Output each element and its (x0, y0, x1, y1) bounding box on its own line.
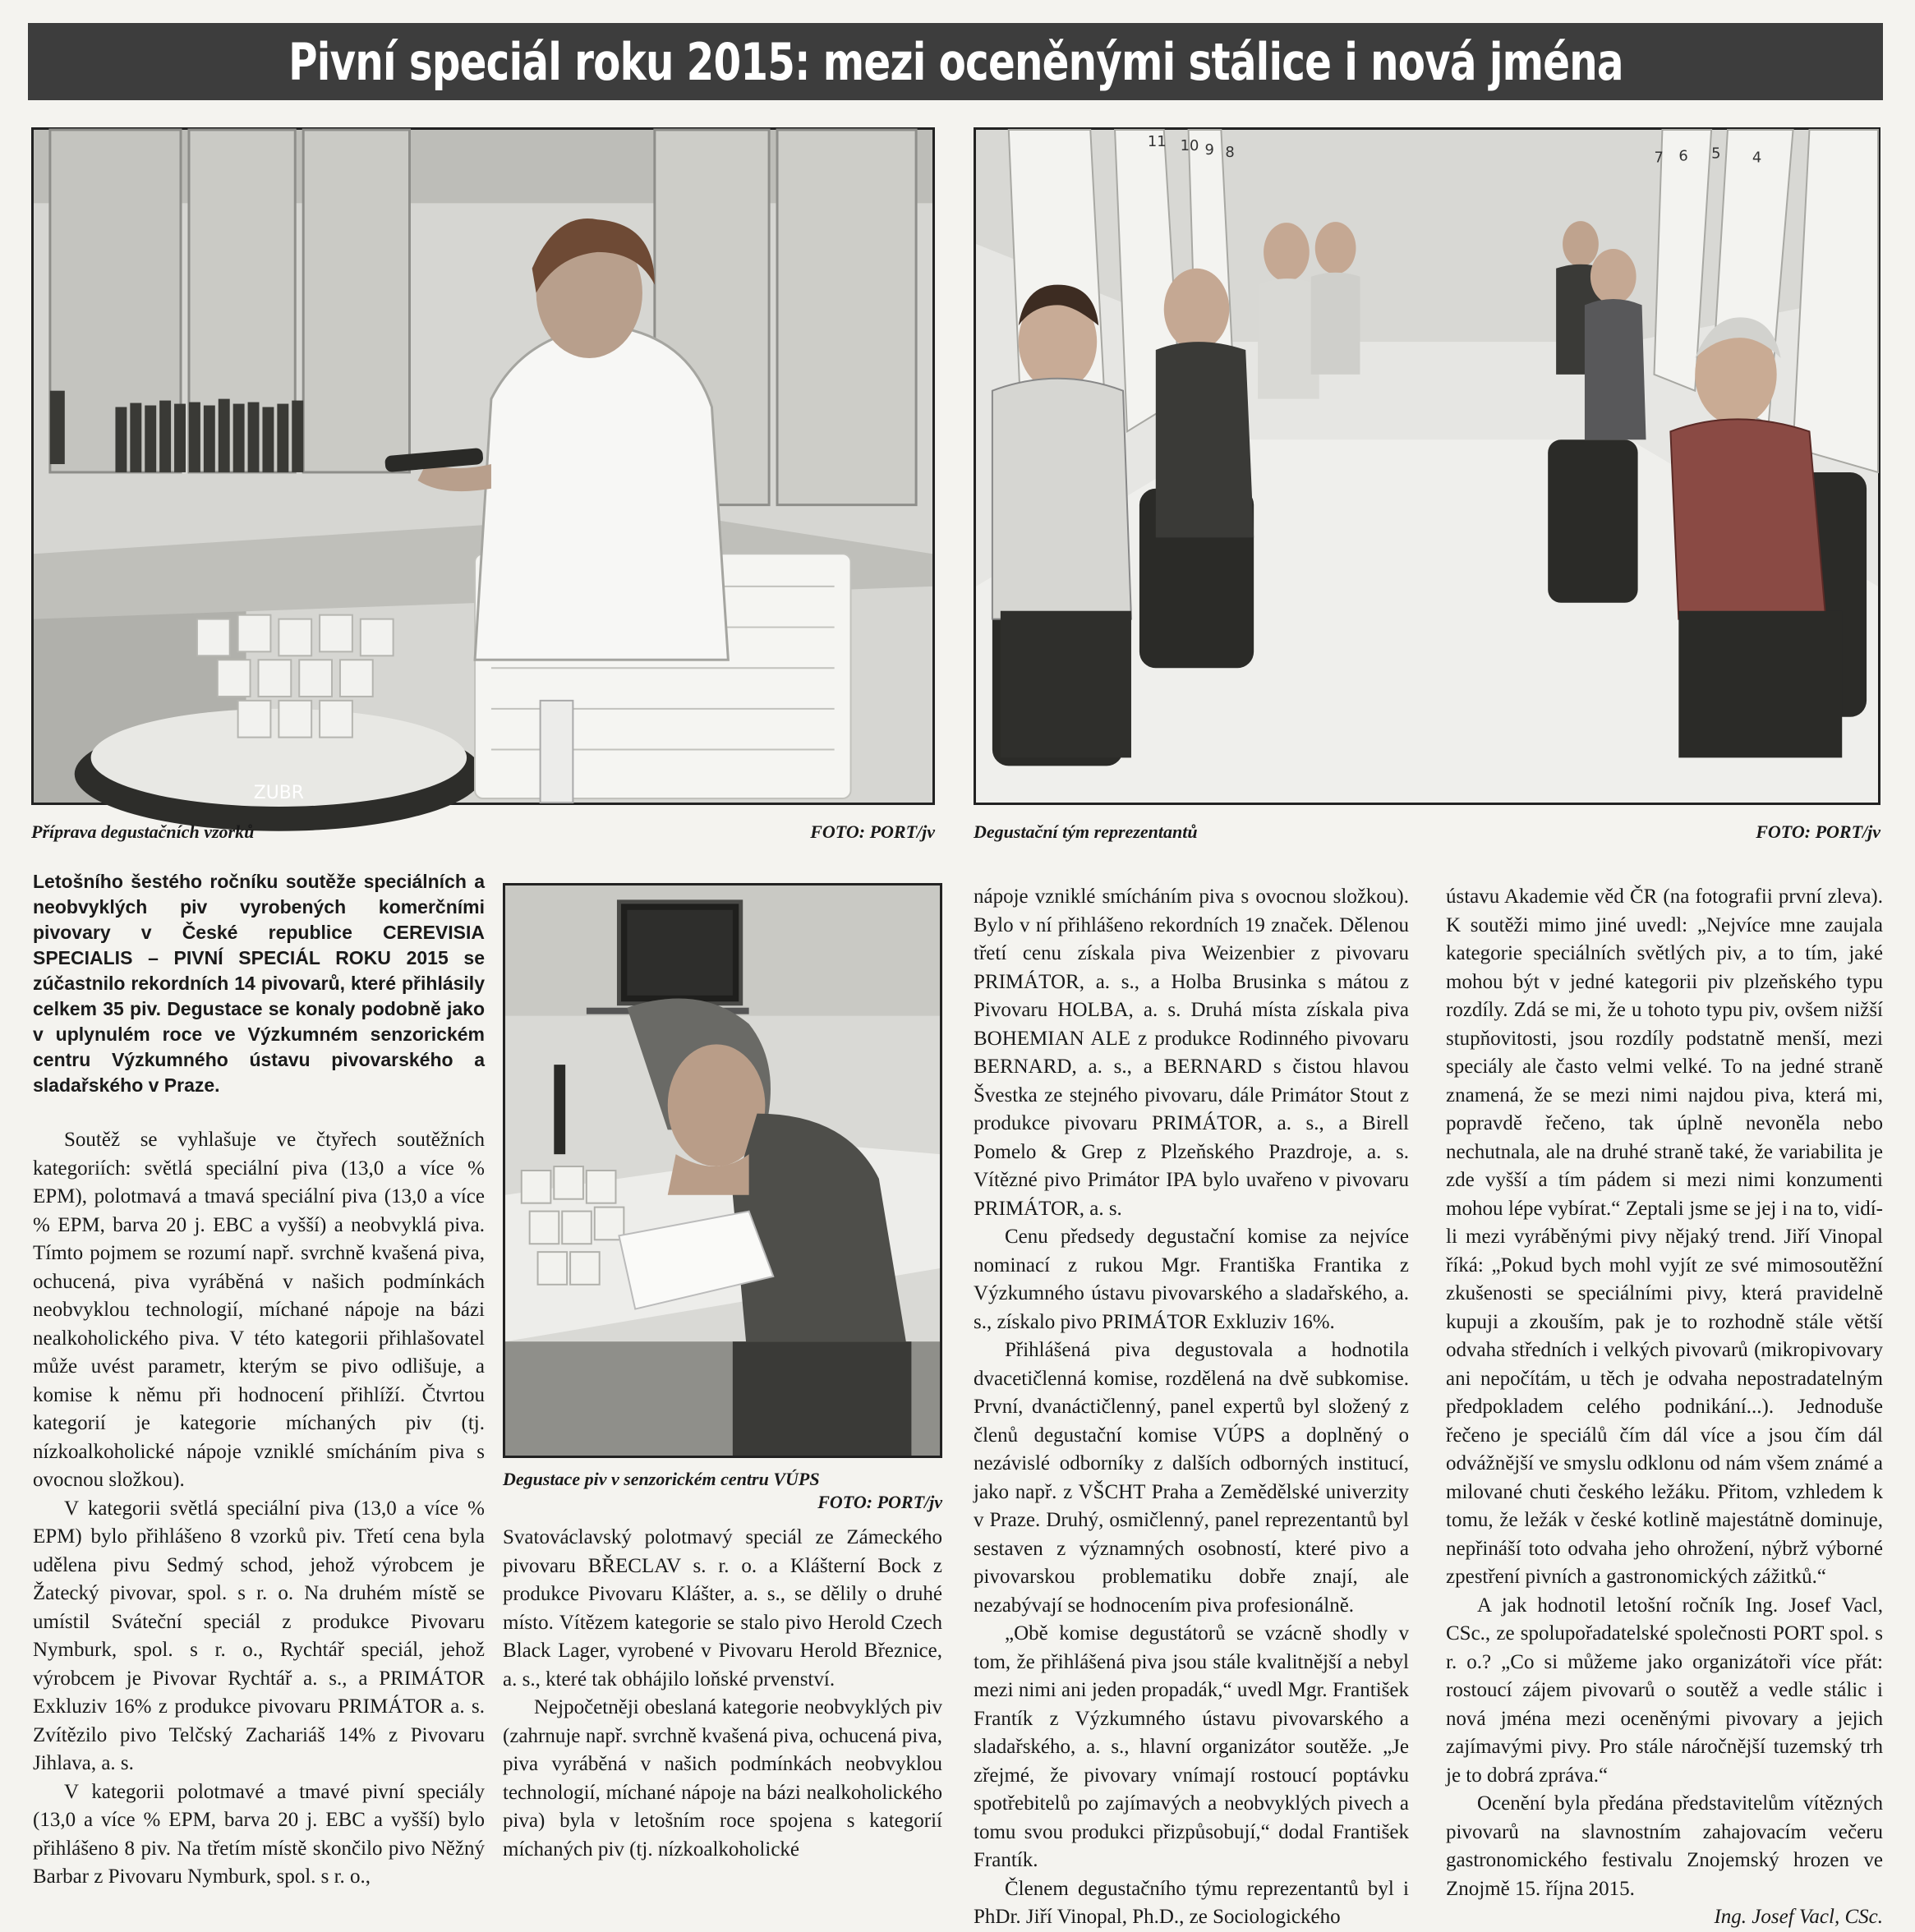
article-column-2 (503, 1524, 942, 1864)
photo-sensory-tasting-image (505, 886, 940, 1456)
photo-tasting-team-caption (974, 821, 1880, 843)
article-paragraph: ústavu Akademie věd ČR (na fotografii první zleva). K soutěži mimo jiné uvedl: „Nejvíce mne zaujala kategorie speciálních světlých piv, a to tím, jaké mohou být v jedné kategorii piv plzeňského typu rozdíly. Zdá se mi, že u tohoto typu piv, ovšem nižší stupňovitosti, jsou rozdíly podstatně menší, mezi speciály ale často velmi velké. To na jedné straně znamená, že se mezi nimi najdou piva, která mi, popravdě řečeno, tak úplně nevoněla nebo nechutnala, ale na druhé straně také, že variabilita je zde vyšší a tím pádem si mezi nimi konzumenti mohou lépe vybírat.“ Zeptali jsme se jej i na to, vidí-li mezi vyráběnými pivy nějaký trend. Jiří Vinopal říká: „Pokud bych mohl vyjít ze své mimosoutěžní zkušenosti se speciálními pivy, která pravidelně kupuji a zkouším, pak je to rozhodně stále větší odvaha středních i velkých pivovarů (mikropivovary ani nepočítám, u těch je odvaha nepostradatelným předpokladem celého podnikání...). Jednoduše řečeno je speciálů čím dál více a jsou čím dál odvážnější ve smyslu odklonu od nám všem známé a milované chuti českého ležáku. Přitom, vzhledem k tomu, že ležák v české kotlině majestátně dominuje, nepřináší toto odvaha jeho ohrožení, nýbrž výborné zpestření pivních a gastronomických zážitků.“ (1446, 886, 1883, 1588)
article-column-4 (1446, 883, 1883, 1932)
photo-sample-preparation-image (34, 130, 932, 803)
booth-number: 7 (1654, 149, 1664, 167)
photo-sample-preparation-caption (31, 821, 935, 843)
photo-sensory-tasting-caption (503, 1468, 942, 1514)
booth-number: 4 (1752, 149, 1762, 167)
headline: Pivní speciál roku 2015: mezi oceněnými stálice i nová jména (288, 31, 1623, 92)
article-paragraph: Soutěž se vyhlašuje ve čtyřech soutěžních kategoriích: světlá speciální piva (13,0 a více % EPM), polotmavá a tmavá speciální piva (13,0 a více % EPM, barva 20 j. EBC a vyšší) a neobvyklá piva. Tímto pojmem se rozumí např. svrchně kvašená piva, ochucená, piva vyráběná v našich podmínkách neobvyklou technologií, míchané nápoje na bázi nealkoholického piva. V této kategorii přihlašovatel může uvést parametr, kterým se pivo odlišuje, a komise k němu při hodnocení přihlíží. Čtvrtou kategorií je kategorie míchaných piv (tj. nízkoalkoholické nápoje vzniklé smícháním piva s ovocnou složkou). (33, 1129, 485, 1491)
headline-banner (28, 23, 1883, 100)
booth-number: 8 (1225, 143, 1235, 161)
photo-tasting-team (974, 127, 1880, 805)
author-signature: Ing. Josef Vacl, CSc. (1714, 1906, 1883, 1928)
booth-number: 11 (1147, 132, 1167, 150)
photo-sample-preparation (31, 127, 935, 805)
caption-text: Degustace piv v senzorickém centru VÚPS (503, 1469, 820, 1489)
photo-sensory-tasting (503, 883, 942, 1458)
photo-credit: FOTO: PORT/jv (1756, 821, 1880, 842)
booth-number: 9 (1204, 140, 1214, 159)
article-paragraph: Cenu předsedy degustační komise za nejvíce nominací z rukou Mgr. Františka Frantika z Výzkumného ústavu pivovarského a sladařského, a. s., získalo pivo PRIMÁTOR Exkluziv 16%. (974, 1226, 1409, 1333)
photo-credit: FOTO: PORT/jv (810, 821, 935, 842)
article-paragraph: V kategorii polotmavé a tmavé pivní speciály (13,0 a více % EPM, barva 20 j. EBC a vyšší) bylo přihlášeno 8 piv. Na třetím místě skončilo pivo Něžný Barbar z Pivovaru Nymburk, spol. s r. o., (33, 1780, 485, 1888)
article-column-3 (974, 883, 1409, 1932)
article-paragraph: Členem degustačního týmu reprezentantů byl i PhDr. Jiří Vinopal, Ph.D., ze Sociologického (974, 1877, 1409, 1928)
article-paragraph: A jak hodnotil letošní ročník Ing. Josef Vacl, CSc., ze spolupořadatelské společnosti PORT spol. s r. o.? „Co si můžeme jako organizátoři více přát: rostoucí zájem pivovarů o soutěž a vedle stálic i nová jména mezi oceněnými pivovary a jejich zajímavými pivy. Pro stále náročnější tuzemský trh je to dobrá zpráva.“ (1446, 1594, 1883, 1787)
article-paragraph: nápoje vzniklé smícháním piva s ovocnou složkou). Bylo v ní přihlášeno rekordních 19 značek. Dělenou třetí cenu získala piva Weizenbier z pivovaru PRIMÁTOR, a. s., a Holba Brusinka s mátou z Pivovaru HOLBA, a. s. Druhá místa získala piva BOHEMIAN ALE z produkce Rodinného pivovaru BERNARD, a. s., a BERNARD s čistou hlavou Švestka ze stejného pivovaru, dále Primátor Stout z produkce pivovaru PRIMÁTOR, a. s., a Birell Pomelo & Grep z Plzeňského Prazdroje, a. s. Vítězné pivo Primátor IPA bylo uvařeno v pivovaru PRIMÁTOR, a. s. (974, 886, 1409, 1220)
photo-credit: FOTO: PORT/jv (817, 1492, 942, 1512)
article-paragraph: Svatováclavský polotmavý speciál ze Zámeckého pivovaru BŘECLAV s. r. o. a Klášterní Bock z produkce Pivovaru Klášter, a. s., se dělily o druhé místo. Vítězem kategorie se stalo pivo Herold Czech Black Lager, vyrobené v Pivovaru Herold Březnice, a. s., které tak obhájilo loňské prvenství. (503, 1526, 942, 1690)
caption-text: Degustační tým reprezentantů (974, 821, 1198, 842)
article-paragraph: Ocenění byla předána představitelům vítězných pivovarů na slavnostním zahajovacím večeru gastronomického festivalu Znojemský hrozen ve Znojmě 15. října 2015. (1446, 1792, 1883, 1900)
booth-number: 5 (1711, 145, 1721, 163)
tray-label: ZUBR (253, 783, 304, 804)
article-paragraph: „Obě komise degustátorů se vzácně shodly v tom, že přihlášená piva jsou stále kvalitnější a nebyl mezi nimi ani jeden propadák,“ uvedl Mgr. František Frantík z Výzkumného ústavu pivovarského a sladařského, a. s., hlavní organizátor soutěže. „Je zřejmé, že pivovary vnímají rostoucí poptávku spotřebitelů po zajímavých a neobvyklých pivech a tomu svou produkci přizpůsobují,“ dodal František Frantík. (974, 1622, 1409, 1871)
article-lead: Letošního šestého ročníku soutěže speciálních a neobvyklých piv vyrobených komerčními pivovary v České republice CEREVISIA SPECIALIS – PIVNÍ SPECIÁL ROKU 2015 se zúčastnilo rekordních 14 pivovarů, které přihlásily celkem 35 piv. Degustace se konaly podobně jako v uplynulém roce ve Výzkumném senzorickém centru Výzkumného ústavu pivovarského a sladařského v Praze. (33, 871, 485, 1096)
caption-text: Příprava degustačních vzorků (31, 821, 255, 842)
photo-tasting-team-image (976, 130, 1878, 803)
article-column-1 (33, 869, 485, 1892)
article-paragraph: Nejpočetněji obeslaná kategorie neobvyklých piv (zahrnuje např. svrchně kvašená piva, ochucená piva, piva vyráběná v našich podmínkách neobvyklou technologií, míchané nápoje na bázi nealkoholického piva) byla v letošním roce spojena s kategorií míchaných piv (tj. nízkoalkoholické (503, 1696, 942, 1861)
booth-number: 10 (1180, 136, 1199, 154)
booth-number: 6 (1678, 147, 1688, 165)
article-paragraph: Přihlášená piva degustovala a hodnotila dvacetičlenná komise, rozdělená na dvě subkomise. První, dvanáctičlenný, panel expertů byl složený z členů degustační komise VÚPS a doplněný o nezávislé odborníky z dalších odborných institucí, jako např. z VŠCHT Praha a Zemědělské univerzity v Praze. Druhý, osmičlenný, panel reprezentantů byl sestaven z významných osobností, které pivo a pivovarskou problematiku dobře znají, ale nezabývají se hodnocením piva profesionálně. (974, 1339, 1409, 1617)
article-paragraph: V kategorii světlá speciální piva (13,0 a více % EPM) bylo přihlášeno 8 vzorků piv. Třetí cena byla udělena pivu Sedmý schod, jehož výrobcem je Žatecký pivovar, spol. s r. o. Na druhém místě se umístil Sváteční speciál z produkce Pivovaru Nymburk, spol. s r. o., Rychtář speciál, jehož výrobcem je Pivovar Rychtář a. s., a PRIMÁTOR Exkluziv 16% z produkce pivovaru PRIMÁTOR a. s. Zvítězilo pivo Telčský Zachariáš 14% z Pivovaru Jihlava, a. s. (33, 1497, 485, 1774)
